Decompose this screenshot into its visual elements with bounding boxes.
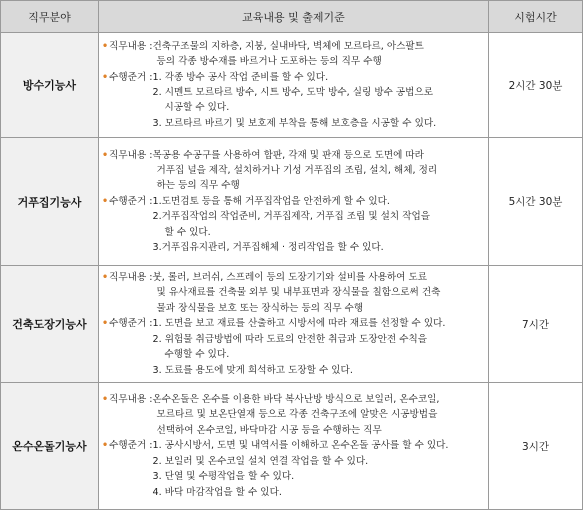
table-header-row <box>1 1 583 33</box>
duty-section <box>102 39 484 70</box>
table-row <box>1 266 583 383</box>
criteria-text-line: 2. 시멘트 모르타르 방수, 시트 방수, 도막 방수, 실링 방수 공법으로 <box>152 87 433 98</box>
criteria-text-line: 할 수 있다. <box>164 226 211 238</box>
criteria-text-line: 3.거푸집유지관리, 거푸집해체 · 정리작업을 할 수 있다. <box>152 242 384 254</box>
criteria-item <box>153 209 485 240</box>
criteria-section <box>102 438 484 500</box>
table-row <box>1 33 583 138</box>
criteria-text-line: 3. 모르타르 바르기 및 보호제 부착을 통해 보호층을 시공할 수 있다. <box>152 117 437 129</box>
criteria-item <box>153 454 485 469</box>
exam-time: 2시간 30분 <box>489 33 583 138</box>
duty-section <box>102 392 484 438</box>
criteria-text-line: 2.거푸집작업의 작업준비, 거푸집제작, 거푸집 조립 및 설치 작업을 <box>152 211 431 223</box>
criteria-text-line: 2. 위험물 취급방법에 따라 도료의 안전한 취급과 도장안전 수칙을 <box>152 333 428 345</box>
bullet-icon: • <box>102 440 109 452</box>
bullet-icon: • <box>102 272 109 284</box>
bullet-icon: • <box>102 40 109 52</box>
job-name: 방수기능사 <box>1 33 99 138</box>
criteria-item <box>153 70 485 85</box>
duty-text-line: 선택하여 온수코일, 바닥마감 시공 등을 수행하는 직무 <box>156 424 382 436</box>
duty-text-line: 온수온돌은 온수를 이용한 바닥 복사난방 방식으로 보일러, 온수코일, <box>152 394 440 406</box>
job-content <box>99 266 489 383</box>
exam-time: 3시간 <box>489 383 583 510</box>
header-content: 교육내용 및 출제기준 <box>99 1 489 33</box>
criteria-label: 수행준거 : <box>109 318 153 330</box>
duty-label: 직무내용 : <box>109 394 153 406</box>
duty-text-line: 물과 장식물을 보호 또는 장식하는 등의 직무 수행 <box>156 302 364 314</box>
duty-text-line: 하는 등의 직무 수행 <box>156 180 240 192</box>
duty-section <box>102 148 484 194</box>
duty-section <box>102 270 484 316</box>
duty-text-line: 모르타르 및 보온단열재 등으로 각종 건축구조에 알맞은 시공방법을 <box>156 409 438 421</box>
criteria-item <box>153 240 485 255</box>
criteria-text-line: 1. 공사시방서, 도면 및 내역서를 이해하고 온수온돌 공사를 할 수 있다. <box>152 440 449 452</box>
criteria-label: 수행준거 : <box>109 195 153 207</box>
criteria-item <box>153 485 485 500</box>
duty-text-line: 거푸집 널을 제작, 설치하거나 기성 거푸집의 조립, 설치, 해체, 정리 <box>156 164 438 176</box>
job-content <box>99 138 489 266</box>
duty-text-line: 붓, 롤러, 브러쉬, 스프레이 등의 도장기기와 설비를 사용하여 도료 <box>152 272 428 284</box>
duty-text-line: 및 유사재료를 건축물 외부 및 내부표면과 장식물을 칠함으로써 건축 <box>156 287 441 299</box>
criteria-item <box>153 438 485 453</box>
duty-label: 직무내용 : <box>109 149 153 161</box>
job-content <box>99 383 489 510</box>
duty-text-line: 등의 각종 방수재를 바르거나 도포하는 등의 직무 수행 <box>156 56 382 68</box>
criteria-text-line: 1. 각종 방수 공사 작업 준비를 할 수 있다. <box>152 71 329 83</box>
duty-text-line: 목공용 수공구를 사용하여 합판, 각재 및 판재 등으로 도면에 따라 <box>152 149 424 161</box>
table-row <box>1 383 583 510</box>
job-content <box>99 33 489 138</box>
criteria-text-line: 1.도면검토 등을 통해 거푸집작업을 안전하게 할 수 있다. <box>152 195 390 207</box>
bullet-icon: • <box>102 149 109 161</box>
criteria-text-line: 3. 도료를 용도에 맞게 희석하고 도장할 수 있다. <box>152 364 353 376</box>
criteria-text-line: 3. 단열 및 수평작업을 할 수 있다. <box>152 471 295 483</box>
header-job-field: 직무분야 <box>1 1 99 33</box>
header-exam-time: 시험시간 <box>489 1 583 33</box>
criteria-text-line: 수행할 수 있다. <box>164 349 230 361</box>
criteria-item <box>153 469 485 484</box>
exam-time: 5시간 30분 <box>489 138 583 266</box>
table-body <box>1 33 583 510</box>
job-name: 거푸집기능사 <box>1 138 99 266</box>
criteria-item <box>153 116 485 131</box>
exam-time: 7시간 <box>489 266 583 383</box>
criteria-section <box>102 70 484 132</box>
criteria-item <box>153 332 485 363</box>
criteria-item <box>153 85 485 116</box>
bullet-icon: • <box>102 318 109 330</box>
bullet-icon: • <box>102 394 109 406</box>
job-name: 온수온돌기능사 <box>1 383 99 510</box>
bullet-icon: • <box>102 195 109 207</box>
criteria-text-line: 4. 바닥 마감작업을 할 수 있다. <box>152 486 282 498</box>
criteria-text-line: 1. 도면을 보고 재료를 산출하고 시방서에 따라 재료를 선정할 수 있다. <box>152 318 446 330</box>
table-row <box>1 138 583 266</box>
duty-label: 직무내용 : <box>109 40 153 52</box>
criteria-label: 수행준거 : <box>109 440 153 452</box>
bullet-icon: • <box>102 71 109 83</box>
job-name: 건축도장기능사 <box>1 266 99 383</box>
criteria-section <box>102 316 484 378</box>
criteria-section <box>102 194 484 256</box>
criteria-text-line: 2. 보일러 및 온수코일 설치 연결 작업을 할 수 있다. <box>152 455 369 467</box>
criteria-item <box>153 194 485 209</box>
duty-label: 직무내용 : <box>109 272 153 284</box>
criteria-item <box>153 316 485 331</box>
criteria-text-line: 시공할 수 있다. <box>164 102 230 114</box>
criteria-label: 수행준거 : <box>109 71 153 83</box>
duty-text-line: 건축구조물의 지하층, 지붕, 실내바닥, 벽체에 모르타르, 아스팔트 <box>152 40 424 52</box>
criteria-item <box>153 363 485 378</box>
